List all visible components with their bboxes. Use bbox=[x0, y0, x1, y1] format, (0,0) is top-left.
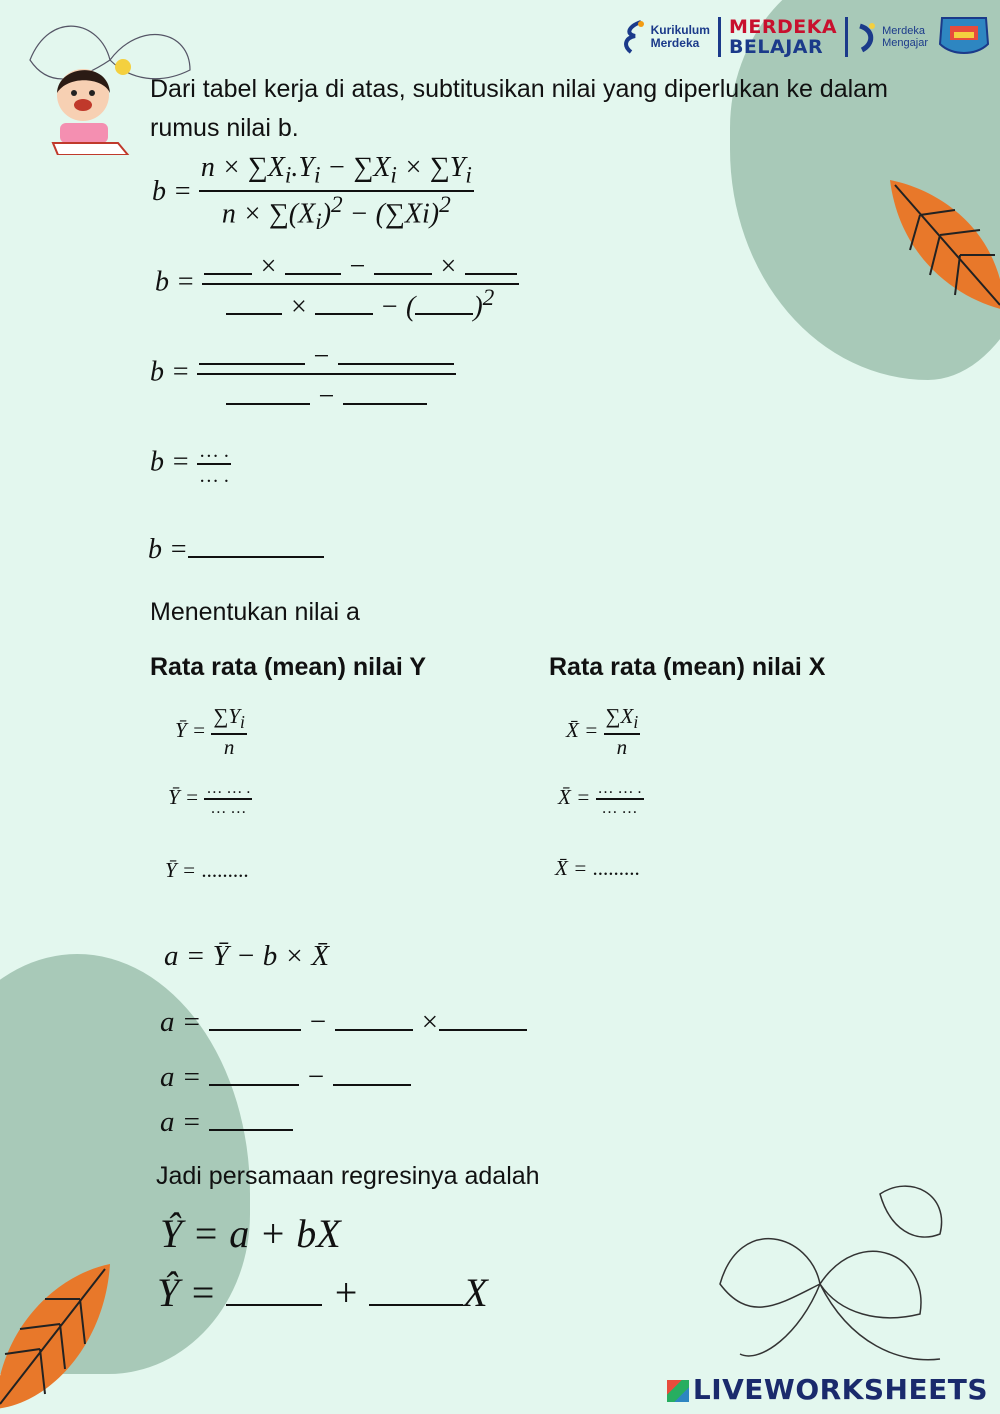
dots-denominator: … . bbox=[198, 465, 229, 487]
mean-x-numerator: … … . bbox=[597, 780, 642, 797]
kurikulum-logo-icon bbox=[621, 20, 647, 54]
logo-mm-line2: Mengajar bbox=[882, 37, 928, 49]
mean-x-denominator: … … bbox=[596, 798, 644, 818]
regression-equation: Ŷ = a + bX bbox=[160, 1211, 341, 1256]
formula-a-definition: a = Ȳ − b × X̄ bbox=[164, 940, 330, 972]
mean-y-numerator: … … . bbox=[206, 780, 251, 797]
formula-a-result[interactable]: a = bbox=[160, 1100, 293, 1139]
liveworksheets-logo-icon bbox=[667, 1380, 689, 1402]
formula-a-substitution[interactable]: a = − × bbox=[160, 1000, 527, 1039]
student-illustration bbox=[48, 55, 138, 155]
liveworksheets-brand bbox=[667, 1373, 988, 1406]
formula-a-difference[interactable]: a = − bbox=[160, 1055, 411, 1094]
mean-y-result-dots: ......... bbox=[201, 858, 249, 882]
mean-y-denominator: … … bbox=[204, 798, 252, 818]
mean-y-title: Rata rata (mean) nilai Y bbox=[150, 653, 427, 681]
formula-b-difference[interactable]: b = $\frac{-}{-}$ bbox=[150, 335, 456, 413]
mean-x-substitution[interactable]: X̄ = $\frac{\dots \dots .}{\dots \dots}$ bbox=[558, 780, 642, 817]
formula-b-result[interactable]: b = bbox=[148, 528, 324, 566]
divider bbox=[845, 17, 848, 57]
logo-merdeka-mengajar bbox=[856, 20, 928, 54]
formula-b-quotient[interactable]: b = $\frac{\dots .}{\dots .}$ bbox=[150, 440, 229, 487]
logo-kurikulum-merdeka bbox=[621, 20, 710, 54]
leaf-icon bbox=[0, 1254, 120, 1414]
mean-y-result[interactable]: Ȳ = ......... bbox=[165, 858, 249, 882]
regression-equation-filled[interactable]: Ŷ = + X bbox=[157, 1264, 488, 1316]
logo-merdeka-text: Merdeka bbox=[650, 36, 700, 50]
liveworksheets-text: LIVEWORKSHEETS bbox=[692, 1373, 988, 1406]
mean-x-title: Rata rata (mean) nilai X bbox=[549, 653, 826, 681]
intro-text: Dari tabel kerja di atas, subtitusikan nilai yang diperlukan ke dalam rumus nilai b. bbox=[150, 75, 888, 142]
mean-x-result-dots: ......... bbox=[592, 856, 640, 880]
formula-b-substitution[interactable]: b = $\frac{\times - \times}{\times - ( )^2}$ bbox=[155, 245, 519, 323]
conclusion-text: Jadi persamaan regresinya adalah bbox=[156, 1162, 540, 1190]
mean-y-substitution[interactable]: Ȳ = $\frac{\dots \dots .}{\dots \dots}$ bbox=[168, 780, 251, 817]
section-heading-a: Menentukan nilai a bbox=[150, 598, 360, 626]
divider bbox=[718, 17, 721, 57]
mean-x-formula: X̄ = $\frac{\sum X_i}{n}$ bbox=[566, 704, 639, 760]
logo-mm-line1: Merdeka bbox=[882, 25, 925, 37]
mean-x-result[interactable]: X̄ = ......... bbox=[555, 856, 640, 880]
logo-mb-line2: BELAJAR bbox=[728, 36, 824, 58]
mean-y-formula: Ȳ = $\frac{\sum Y_i}{n}$ bbox=[175, 704, 245, 760]
butterfly-icon bbox=[700, 1174, 980, 1374]
dots-numerator: … . bbox=[198, 440, 229, 462]
logo-merdeka-belajar bbox=[729, 17, 837, 57]
leaf-icon bbox=[880, 170, 1000, 320]
school-emblem-icon bbox=[936, 14, 992, 60]
formula-b-definition: b = $\frac{n \times \sum X_i.Y_i - \sum X_i \times \sum Y_i}{n \times \sum(X_i)^2 - (\sum Xi)^2}$ bbox=[152, 152, 472, 235]
mengajar-logo-icon bbox=[856, 20, 878, 54]
header-logos bbox=[621, 14, 992, 60]
logo-mb-line1: MERDEKA bbox=[728, 16, 838, 38]
logo-kurikulum-text: Kurikulum bbox=[650, 23, 710, 37]
